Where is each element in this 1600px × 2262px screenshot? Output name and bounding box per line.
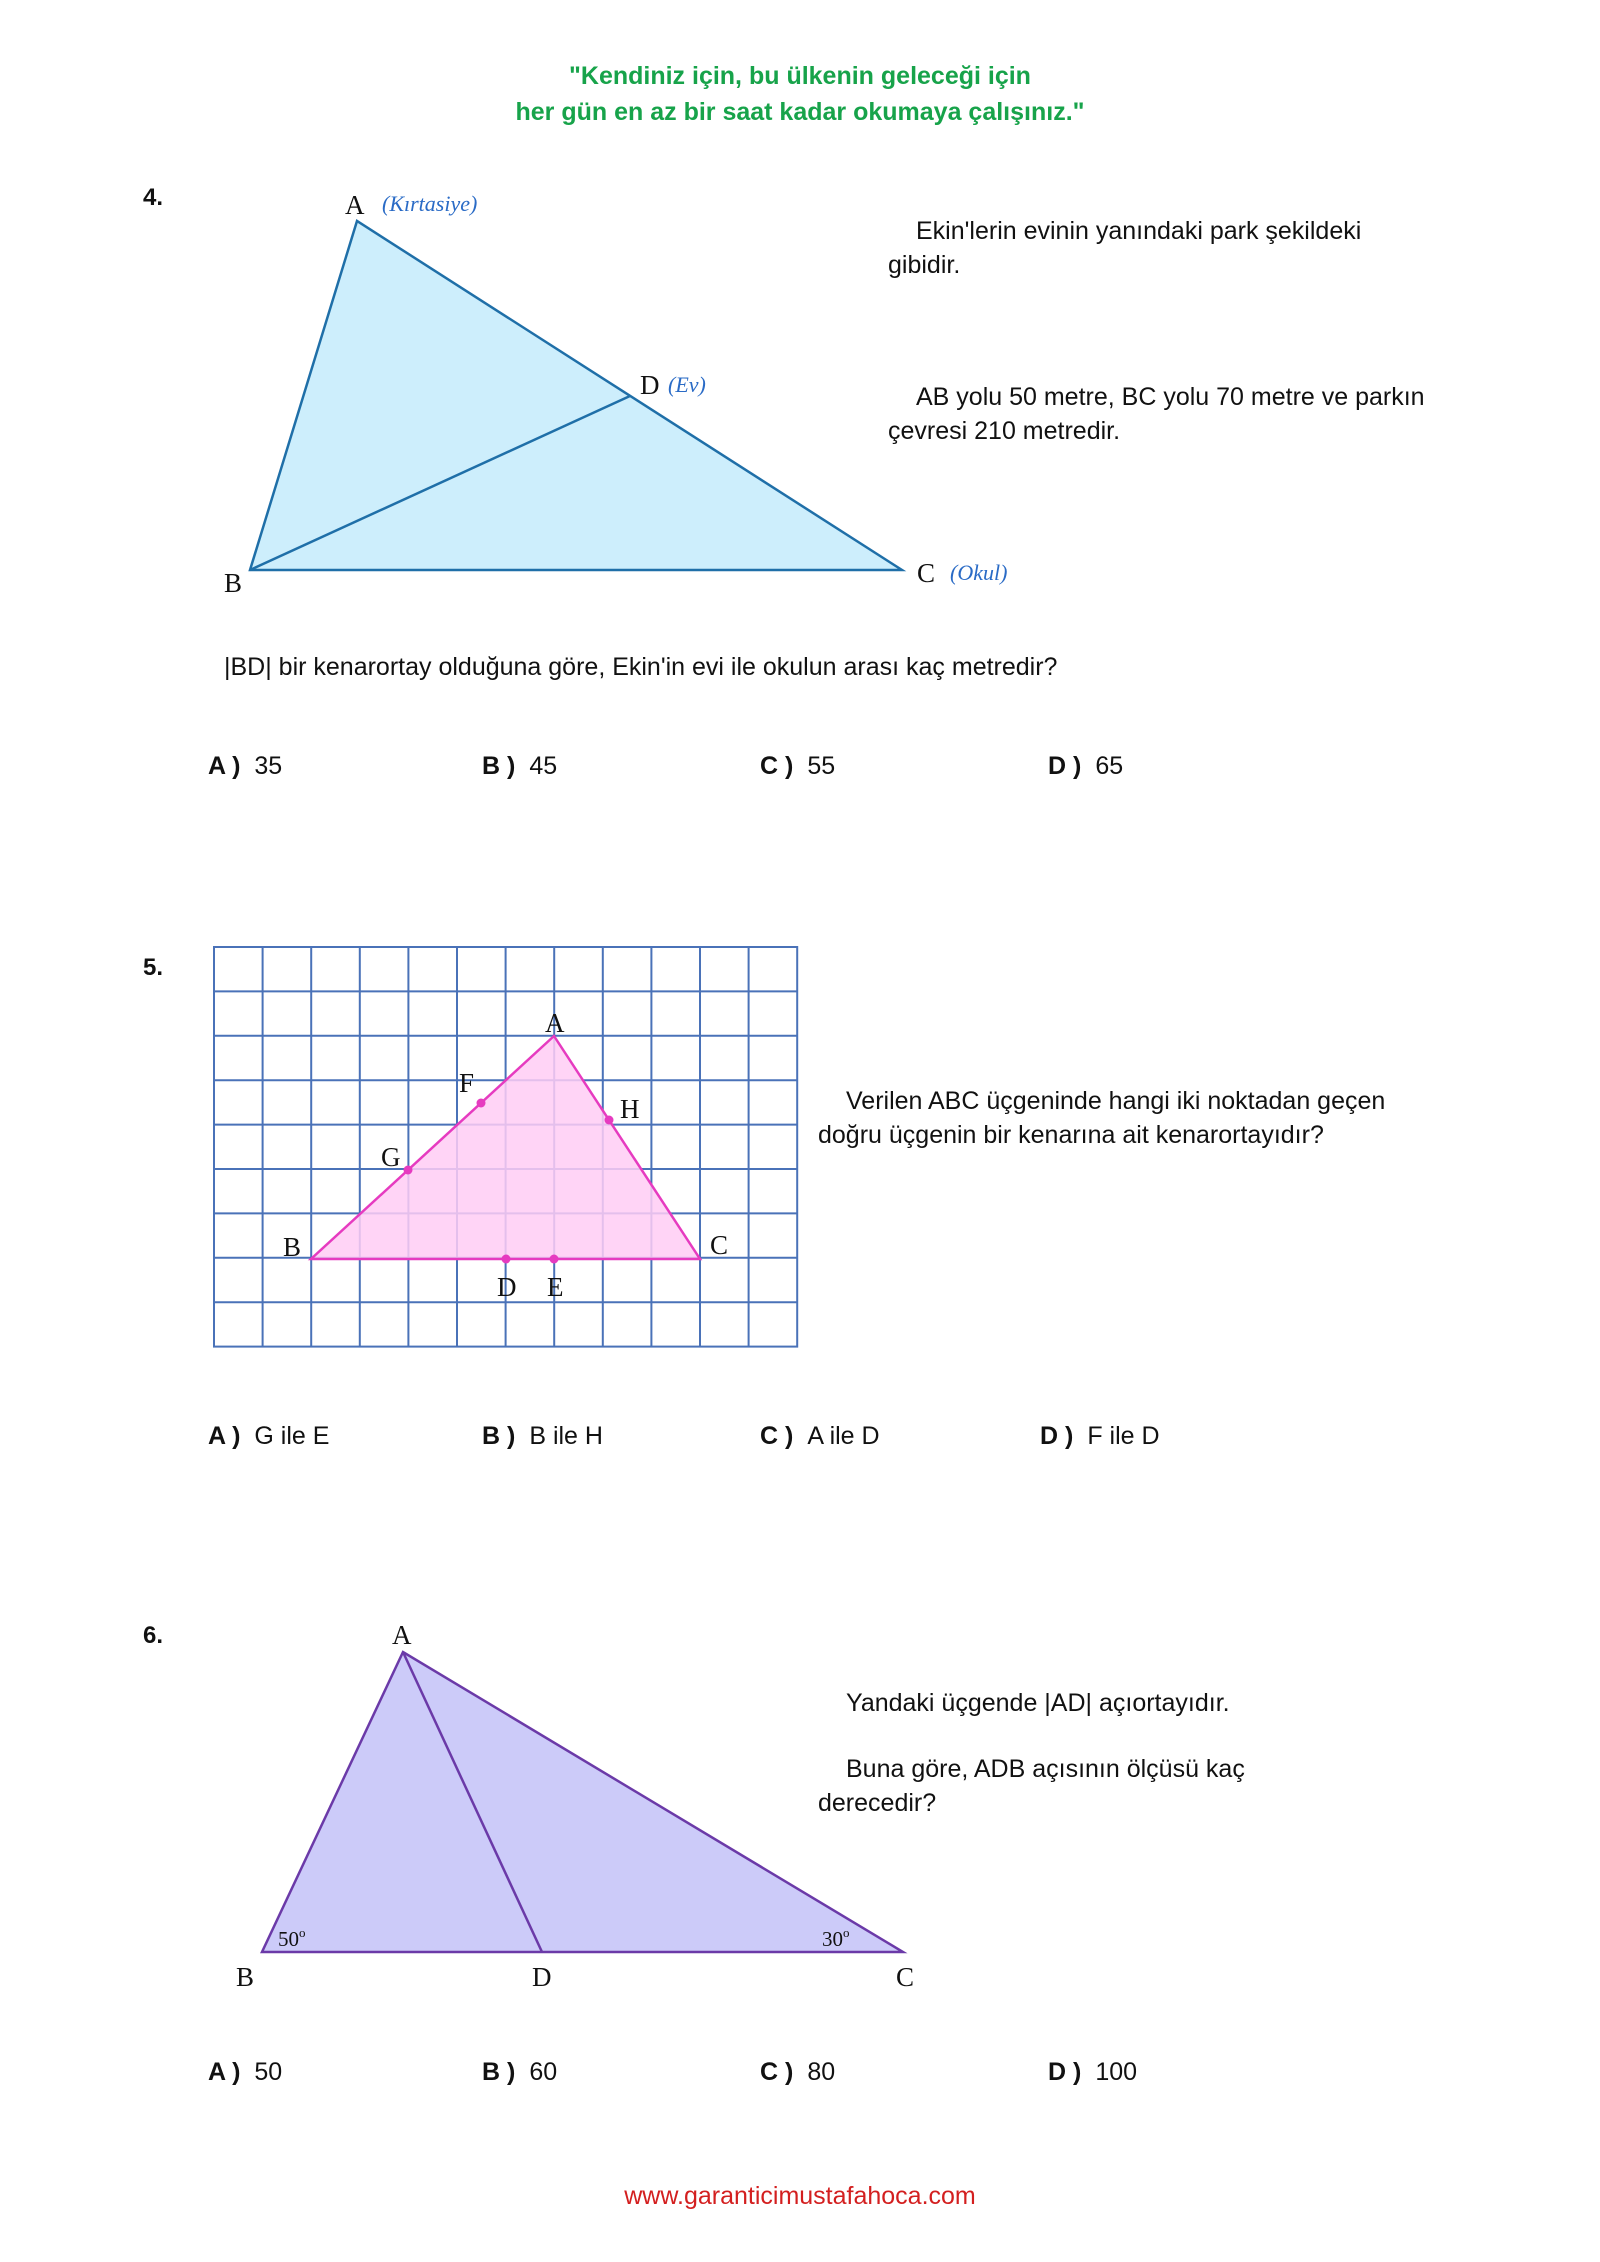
q6-angle-c-deg: o: [843, 1925, 850, 1940]
q6-option-a[interactable]: [208, 2058, 282, 2087]
q6-angle-c-value: 30: [822, 1927, 843, 1951]
q5-label-a: A: [545, 1008, 565, 1038]
q4-option-b-value: 45: [529, 752, 558, 780]
q6-number: 6.: [143, 1622, 164, 1649]
q6-option-d-key: D ): [1048, 2058, 1082, 2086]
q6-angle-b-deg: o: [299, 1925, 306, 1940]
q5-option-b-key: B ): [482, 1422, 516, 1450]
q4-label-a: A: [345, 190, 365, 220]
q4-para-1: Ekin'lerin evinin yanındaki park şekildeki gibidir.: [888, 217, 1362, 279]
q4-note-a: (Kırtasiye): [382, 191, 478, 216]
q4-note-c: (Okul): [950, 560, 1008, 585]
q6-option-d[interactable]: [1048, 2058, 1137, 2087]
q5-option-d-key: D ): [1040, 1422, 1074, 1450]
header-line-1: "Kendiniz için, bu ülkenin geleceği için: [569, 62, 1031, 90]
q5-label-g: G: [381, 1142, 401, 1172]
q4-option-b-key: B ): [482, 752, 516, 780]
q6-option-b-key: B ): [482, 2058, 516, 2086]
q4-number: 4.: [143, 184, 164, 211]
q5-option-a-key: A ): [208, 1422, 241, 1450]
q5-para: Verilen ABC üçgeninde hangi iki noktadan geçen doğru üçgenin bir kenarına ait kenarortayıdır?: [818, 1087, 1386, 1149]
q5-label-c: C: [710, 1230, 729, 1260]
q5-label-d: D: [497, 1272, 517, 1302]
q6-option-c-value: 80: [807, 2058, 836, 2086]
q4-label-d: D: [640, 370, 660, 400]
q6-option-d-value: 100: [1095, 2058, 1138, 2086]
q5-option-c-value: A ile D: [807, 1422, 880, 1450]
q6-option-c[interactable]: [760, 2058, 835, 2087]
q6-option-b-value: 60: [529, 2058, 558, 2086]
q4-option-d-key: D ): [1048, 752, 1082, 780]
q4-para-2: AB yolu 50 metre, BC yolu 70 metre ve parkın çevresi 210 metredir.: [888, 383, 1425, 445]
q6-angle-b-value: 50: [278, 1927, 299, 1951]
q6-label-d: D: [532, 1962, 552, 1992]
q4-label-c: C: [917, 558, 936, 588]
q5-number: 5.: [143, 954, 164, 981]
q5-label-e: E: [547, 1272, 564, 1302]
q5-option-a-value: G ile E: [254, 1422, 330, 1450]
q4-note-d: (Ev): [668, 372, 706, 397]
q4-option-c-key: C ): [760, 752, 794, 780]
q4-option-d-value: 65: [1095, 752, 1124, 780]
q6-option-a-key: A ): [208, 2058, 241, 2086]
q5-label-h: H: [620, 1094, 640, 1124]
q6-label-a: A: [392, 1620, 412, 1650]
q4-option-a-value: 35: [254, 752, 283, 780]
q5-option-b-value: B ile H: [529, 1422, 603, 1450]
header-line-2: her gün en az bir saat kadar okumaya çalışınız.": [515, 98, 1085, 126]
q4-question: |BD| bir kenarortay olduğuna göre, Ekin'in evi ile okulun arası kaç metredir?: [224, 653, 1058, 681]
q6-para-2: Buna göre, ADB açısının ölçüsü kaç derecedir?: [818, 1755, 1245, 1817]
q5-label-b: B: [283, 1232, 302, 1262]
q6-option-b[interactable]: [482, 2058, 557, 2087]
q4-option-a-key: A ): [208, 752, 241, 780]
footer-url[interactable]: www.garanticimustafahoca.com: [624, 2182, 976, 2210]
q6-para-1: Yandaki üçgende |AD| açıortayıdır.: [846, 1689, 1230, 1717]
q5-label-f: F: [459, 1068, 475, 1098]
q4-option-c-value: 55: [807, 752, 836, 780]
q6-label-b: B: [236, 1962, 255, 1992]
q5-option-d-value: F ile D: [1087, 1422, 1160, 1450]
q6-text: [818, 1686, 1338, 1820]
q5-option-c-key: C ): [760, 1422, 794, 1450]
q6-label-c: C: [896, 1962, 915, 1992]
q6-option-c-key: C ): [760, 2058, 794, 2086]
q4-label-b: B: [224, 568, 243, 598]
q6-triangle: [262, 1652, 903, 1952]
q6-option-a-value: 50: [254, 2058, 283, 2086]
